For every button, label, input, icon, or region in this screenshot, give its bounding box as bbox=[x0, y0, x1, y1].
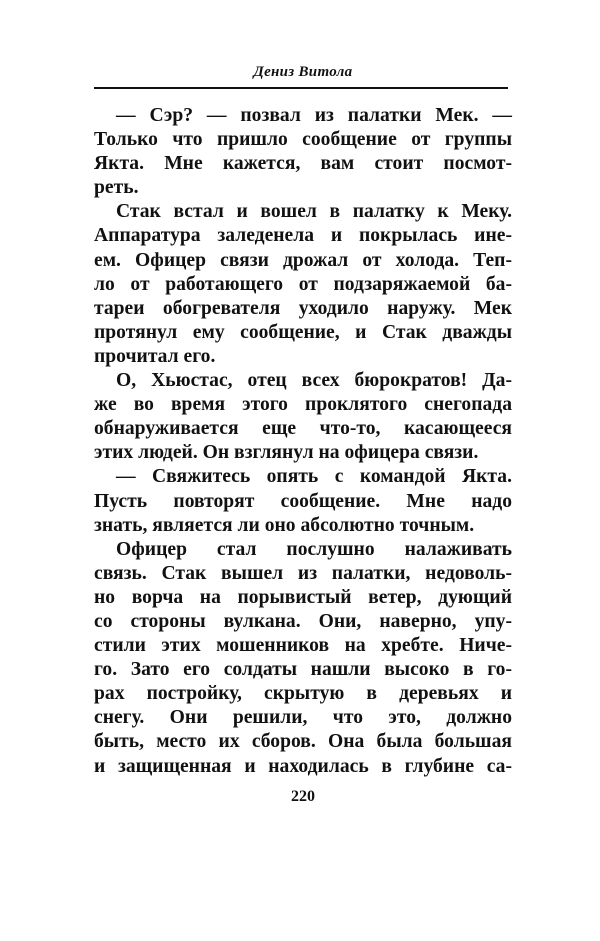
text-line: — Свяжитесь опять с командой Якта. bbox=[116, 466, 512, 488]
text-line: Офицер стал послушно налаживать bbox=[116, 538, 512, 560]
text-line: — Сэр? — позвал из палатки Мек. — bbox=[116, 105, 512, 126]
text-line: Пусть повторят сообщение. Мне надо bbox=[94, 490, 512, 512]
text-line: стили этих мошенников на хребте. Ниче- bbox=[94, 635, 512, 657]
text-line: рах постройку, скрытую в деревьях и bbox=[94, 683, 512, 705]
running-head-author: Дениз Витола bbox=[253, 64, 353, 80]
header-rule bbox=[94, 87, 508, 89]
text-line: же во время этого проклятого снегопада bbox=[94, 394, 512, 416]
body-text bbox=[94, 104, 512, 779]
text-line: знать, является ли оно абсолютно точным. bbox=[94, 514, 475, 536]
text-line: тареи обогревателя уходило наружу. Мек bbox=[94, 297, 512, 319]
text-line: Аппаратура заледенела и покрылась ине- bbox=[94, 225, 512, 247]
text-line: О, Хьюстас, отец всех бюрократов! Да- bbox=[116, 370, 512, 392]
text-line: Якта. Мне кажется, вам стоит посмот- bbox=[94, 153, 512, 175]
text-line: снегу. Они решили, что это, должно bbox=[94, 707, 512, 729]
text-line: обнаруживается еще что-то, касающееся bbox=[94, 418, 512, 440]
text-line: ло от работающего от подзаряжаемой ба- bbox=[94, 273, 512, 295]
text-line: протянул ему сообщение, и Стак дважды bbox=[94, 321, 512, 343]
text-line: но ворча на порывистый ветер, дующий bbox=[94, 586, 512, 608]
text-line: этих людей. Он взглянул на офицера связи. bbox=[94, 442, 479, 464]
text-line: со стороны вулкана. Они, наверно, упу- bbox=[94, 610, 512, 632]
text-line: го. Зато его солдаты нашли высоко в го- bbox=[94, 659, 512, 681]
text-line: связь. Стак вышел из палатки, недоволь- bbox=[94, 562, 512, 584]
text-line: ем. Офицер связи дрожал от холода. Теп- bbox=[94, 249, 512, 271]
text-line: и защищенная и находилась в глубине са- bbox=[94, 755, 512, 777]
text-line: быть, место их сборов. Она была большая bbox=[94, 731, 512, 753]
text-line: прочитал его. bbox=[94, 345, 216, 367]
text-line: Стак встал и вошел в палатку к Меку. bbox=[116, 201, 512, 223]
page-number: 220 bbox=[291, 788, 315, 805]
text-line: реть. bbox=[94, 177, 139, 199]
text-line: Только что пришло сообщение от группы bbox=[94, 129, 512, 151]
